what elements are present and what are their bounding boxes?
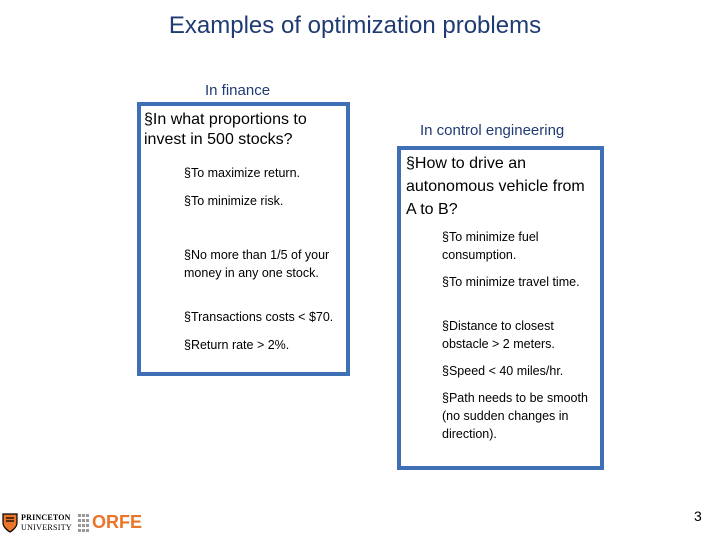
orfe-logo-text: ORFE [92,512,143,532]
finance-bullet-5: §Return rate > 2%. [184,338,290,352]
finance-bullet-2: §To minimize risk. [184,194,284,208]
orfe-grid-icon [78,514,92,532]
princeton-logo-top-text: PRINCETON [21,513,71,522]
control-bullet-2: §To minimize travel time. [442,275,580,289]
finance-bullet-1: §To maximize return. [184,166,301,180]
finance-bullet-4: §Transactions costs < $70. [184,310,334,324]
control-bullet-1: §To minimize fuel consumption. [442,230,539,262]
princeton-logo [2,512,72,534]
finance-section-label: In finance [205,82,271,99]
control-bullet-3: §Distance to closest obstacle > 2 meters. [442,319,555,351]
finance-bullet-3: §No more than 1/5 of your money in any one stock. [184,248,330,280]
princeton-shield-icon [2,513,18,533]
control-bullet-5: §Path needs to be smooth (no sudden changes in direction). [442,391,588,441]
finance-lead-question: §In what proportions to invest in 500 stocks? [144,111,307,148]
princeton-logo-bottom-text: UNIVERSITY [21,523,72,532]
orfe-logo [78,513,148,533]
slide-title: Examples of optimization problems [168,12,542,39]
control-lead-question: §How to drive an autonomous vehicle from A to B? [406,155,585,218]
page-number: 3 [694,508,702,524]
control-bullet-4: §Speed < 40 miles/hr. [442,364,564,378]
control-section-label: In control engineering [420,122,565,139]
